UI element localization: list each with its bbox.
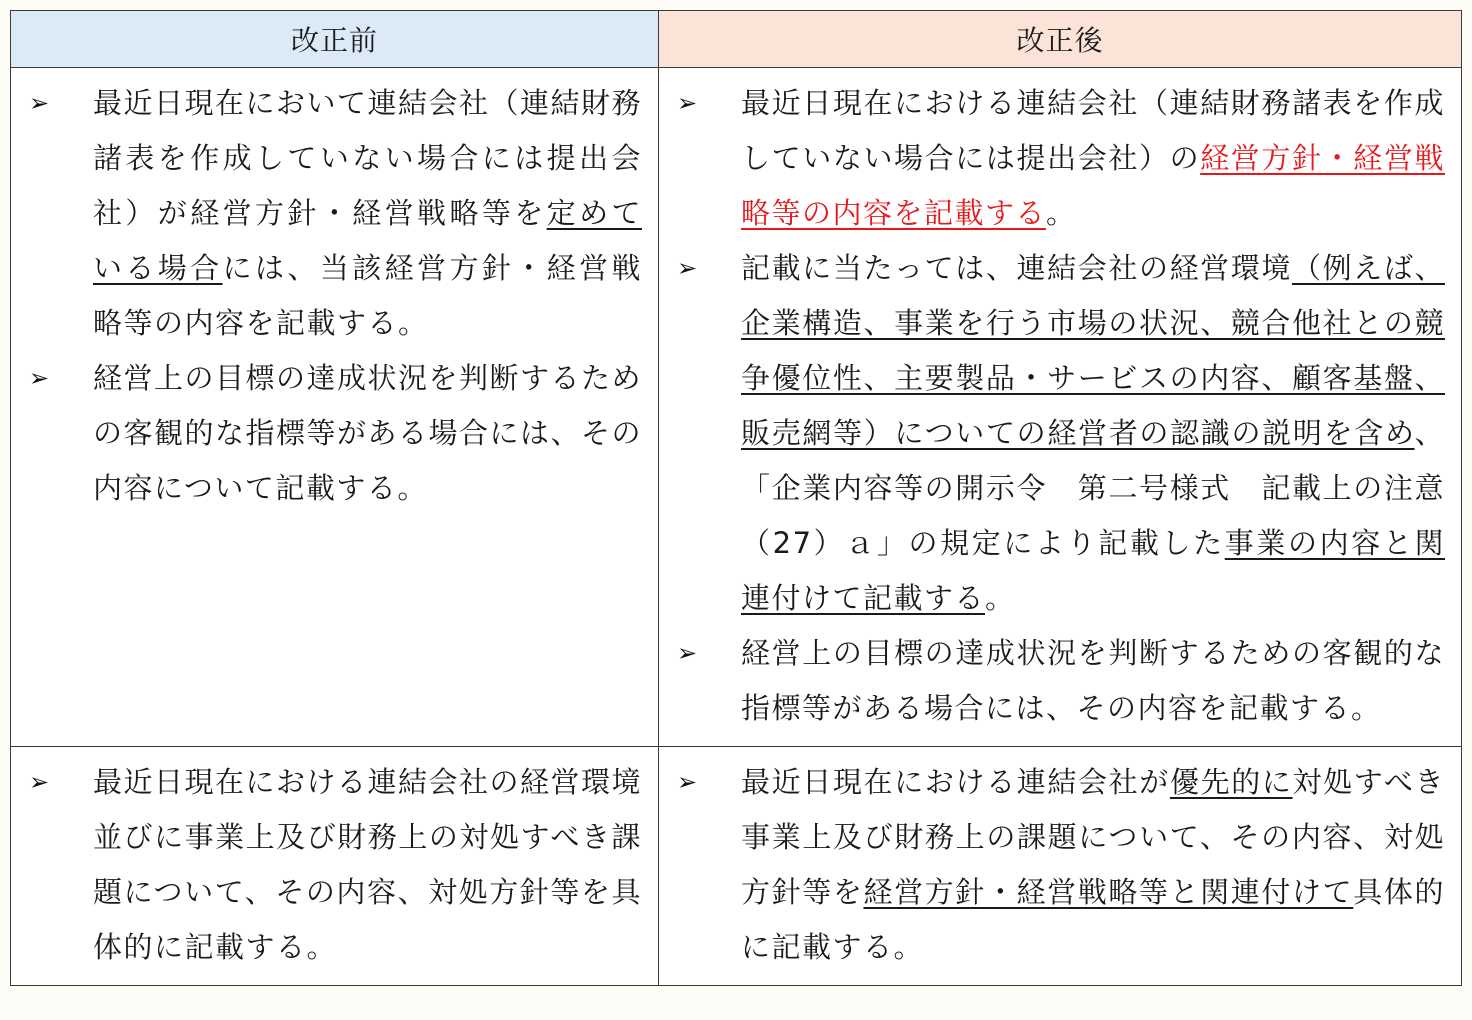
arrow-bullet-icon: ➢ — [29, 89, 51, 117]
list-before-policy — [11, 68, 658, 526]
text-segment: 経営上の目標の達成状況を判断するための客観的な指標等がある場合には、その内容について記載する。 — [93, 361, 643, 505]
list-item — [659, 626, 1445, 736]
cell-after-policy — [659, 68, 1462, 747]
list-after-policy — [659, 68, 1461, 746]
arrow-bullet-icon: ➢ — [677, 639, 699, 667]
text-segment: 。 — [985, 581, 1016, 615]
row-issues — [11, 747, 1462, 986]
list-item — [659, 76, 1445, 241]
list-before-issues — [11, 747, 658, 985]
list-item — [11, 755, 642, 975]
text-segment: 具体的に記載する。 — [741, 875, 1445, 964]
list-after-issues — [659, 747, 1461, 985]
underlined-text: 定めている場合 — [93, 196, 642, 285]
arrow-bullet-icon: ➢ — [677, 89, 699, 117]
underlined-text: （例えば、企業構造、事業を行う市場の状況、競合他社との競争優位性、主要製品・サービスの内容、顧客基盤、販売網等）についての経営者の認識の説明を含め — [741, 251, 1445, 450]
arrow-bullet-icon: ➢ — [29, 768, 51, 796]
list-item — [659, 755, 1445, 975]
text-segment: 最近日現在における連結会社が — [741, 765, 1170, 799]
text-segment: には、当該経営方針・経営戦略等の内容を記載する。 — [93, 251, 642, 340]
row-management-policy — [11, 68, 1462, 747]
header-before: 改正前 — [11, 11, 659, 68]
list-item — [11, 351, 642, 516]
list-item — [659, 241, 1445, 626]
comparison-table — [10, 10, 1462, 986]
text-segment: 最近日現在における連結会社（連結財務諸表を作成していない場合には提出会社）の — [741, 86, 1445, 175]
header-row — [11, 11, 1462, 68]
list-item — [11, 76, 642, 351]
red-underlined-text: 経営方針・経営戦略等の内容を記載する — [741, 141, 1445, 230]
text-segment: 。 — [1046, 196, 1077, 230]
underlined-text: 事業の内容と関連付けて記載する — [741, 526, 1445, 615]
arrow-bullet-icon: ➢ — [29, 364, 51, 392]
text-segment: 記載に当たっては、連結会社の経営環境 — [741, 251, 1293, 285]
header-after: 改正後 — [659, 11, 1462, 68]
cell-before-policy — [11, 68, 659, 747]
text-segment: 経営上の目標の達成状況を判断するための客観的な指標等がある場合には、その内容を記載する。 — [741, 636, 1445, 725]
cell-after-issues — [659, 747, 1462, 986]
cell-before-issues — [11, 747, 659, 986]
arrow-bullet-icon: ➢ — [677, 254, 699, 282]
underlined-text: 経営方針・経営戦略等と関連付けて — [863, 875, 1354, 909]
text-segment: 対処すべき事業上及び財務上の課題について、その内容、対処方針等を — [741, 765, 1445, 909]
text-segment: 最近日現在において連結会社（連結財務諸表を作成していない場合には提出会社）が経営方針・経営戦略等を — [93, 86, 643, 230]
arrow-bullet-icon: ➢ — [677, 768, 699, 796]
underlined-text: 優先的に — [1169, 765, 1293, 799]
text-segment: 最近日現在における連結会社の経営環境並びに事業上及び財務上の対処すべき課題について、その内容、対処方針等を具体的に記載する。 — [93, 765, 643, 964]
text-segment: 、「企業内容等の開示令 第二号様式 記載上の注意（27）ａ」の規定により記載した — [741, 416, 1445, 560]
